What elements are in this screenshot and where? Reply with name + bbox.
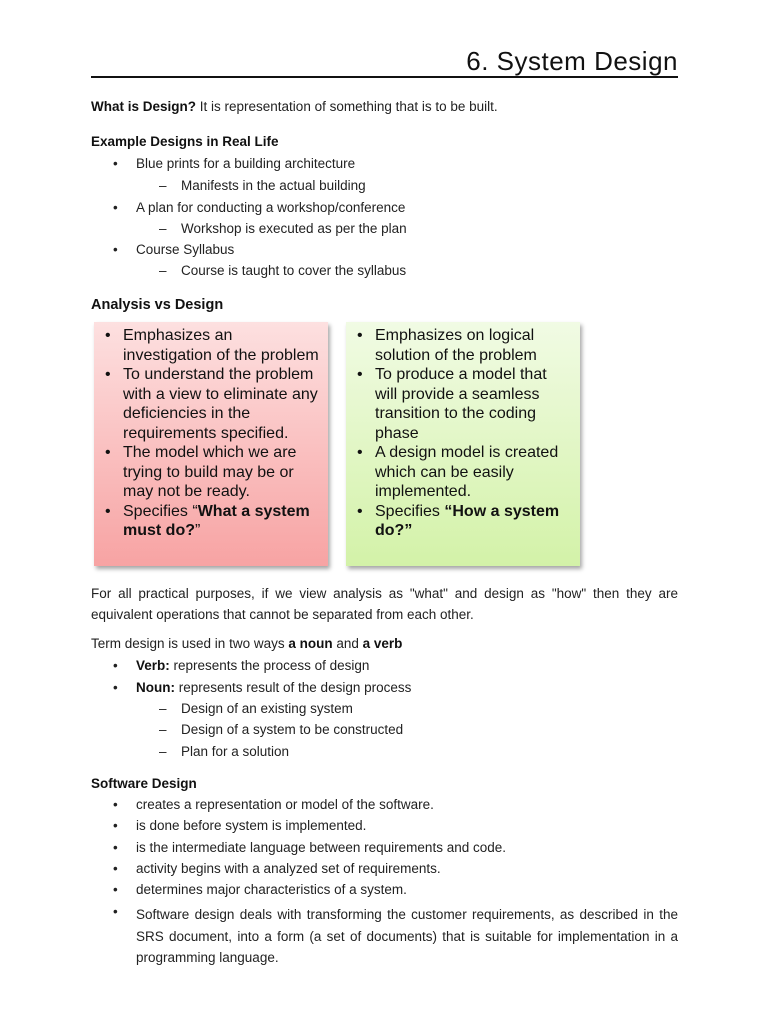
dash-icon: – — [159, 744, 167, 759]
analysis-point: • To understand the problem with a view to eliminate any deficiencies in the requirements specified. — [105, 366, 318, 442]
dash-icon: – — [159, 263, 167, 278]
bullet-icon: • — [113, 156, 118, 171]
example-item: A plan for conducting a workshop/conference — [136, 200, 406, 215]
bullet-icon: • — [113, 658, 118, 673]
what-is-design-text: It is representation of something that is to be built. — [196, 99, 498, 114]
analysis-point: • Specifies “What a system must do?” — [105, 502, 310, 539]
bullet-icon: • — [113, 882, 118, 897]
software-design-item: determines major characteristics of a system. — [136, 882, 407, 897]
noun-item: Noun: represents result of the design process — [136, 680, 412, 695]
design-point: • A design model is created which can be easily implemented. — [357, 444, 559, 500]
analysis-point: • The model which we are trying to build may be or may not be ready. — [105, 444, 297, 500]
bullet-icon: • — [113, 797, 118, 812]
software-design-item: activity begins with a analyzed set of requirements. — [136, 861, 441, 876]
software-design-item: is the intermediate language between requirements and code. — [136, 840, 506, 855]
example-subitem: Course is taught to cover the syllabus — [181, 263, 407, 278]
software-design-item: is done before system is implemented. — [136, 818, 367, 833]
bullet-icon: • — [113, 200, 118, 215]
bullet-icon: • — [113, 818, 118, 833]
practical-paragraph: For all practical purposes, if we view analysis as "what" and design as "how" then they are equivalent operations that cannot be separated from each other. — [91, 586, 678, 622]
noun-subitem: Design of a system to be constructed — [181, 722, 404, 737]
bullet-icon: • — [113, 242, 118, 257]
analysis-vs-design-heading: Analysis vs Design — [91, 297, 224, 313]
examples-heading: Example Designs in Real Life — [91, 134, 279, 149]
analysis-point: • Emphasizes an investigation of the problem — [105, 327, 319, 364]
analysis-vs-design-figure — [94, 322, 588, 566]
bullet-icon: • — [113, 904, 118, 919]
bullet-icon: • — [113, 861, 118, 876]
title-rule — [91, 76, 678, 78]
design-box — [346, 322, 580, 566]
software-design-item: creates a representation or model of the software. — [136, 797, 434, 812]
example-subitem: Workshop is executed as per the plan — [181, 221, 407, 236]
dash-icon: – — [159, 701, 167, 716]
bullet-icon: • — [113, 840, 118, 855]
design-point: • To produce a model that will provide a seamless transition to the coding phase — [357, 366, 547, 442]
noun-subitem: Plan for a solution — [181, 744, 290, 759]
what-is-design-label: What is Design? — [91, 99, 197, 114]
bullet-icon: • — [113, 680, 118, 695]
example-subitem: Manifests in the actual building — [181, 178, 366, 193]
design-point: • Emphasizes on logical solution of the problem — [357, 327, 537, 364]
page-title: 6. System Design — [466, 46, 678, 76]
design-point: • Specifies “How a system do?” — [357, 502, 560, 539]
software-design-item: Software design deals with transforming the customer requirements, as described in the SRS document, into a form (a set of documents) that is suitable for implementation in a programming language. — [136, 907, 678, 965]
verb-item: Verb: represents the process of design — [136, 658, 370, 673]
term-design-line: Term design is used in two ways a noun and a verb — [91, 636, 403, 651]
software-design-heading: Software Design — [91, 776, 197, 791]
noun-subitem: Design of an existing system — [181, 701, 353, 716]
dash-icon: – — [159, 722, 167, 737]
example-item: Course Syllabus — [136, 242, 235, 257]
analysis-box — [94, 322, 328, 566]
example-item: Blue prints for a building architecture — [136, 156, 356, 171]
what-is-design-line — [91, 99, 498, 114]
dash-icon: – — [159, 178, 167, 193]
dash-icon: – — [159, 221, 167, 236]
